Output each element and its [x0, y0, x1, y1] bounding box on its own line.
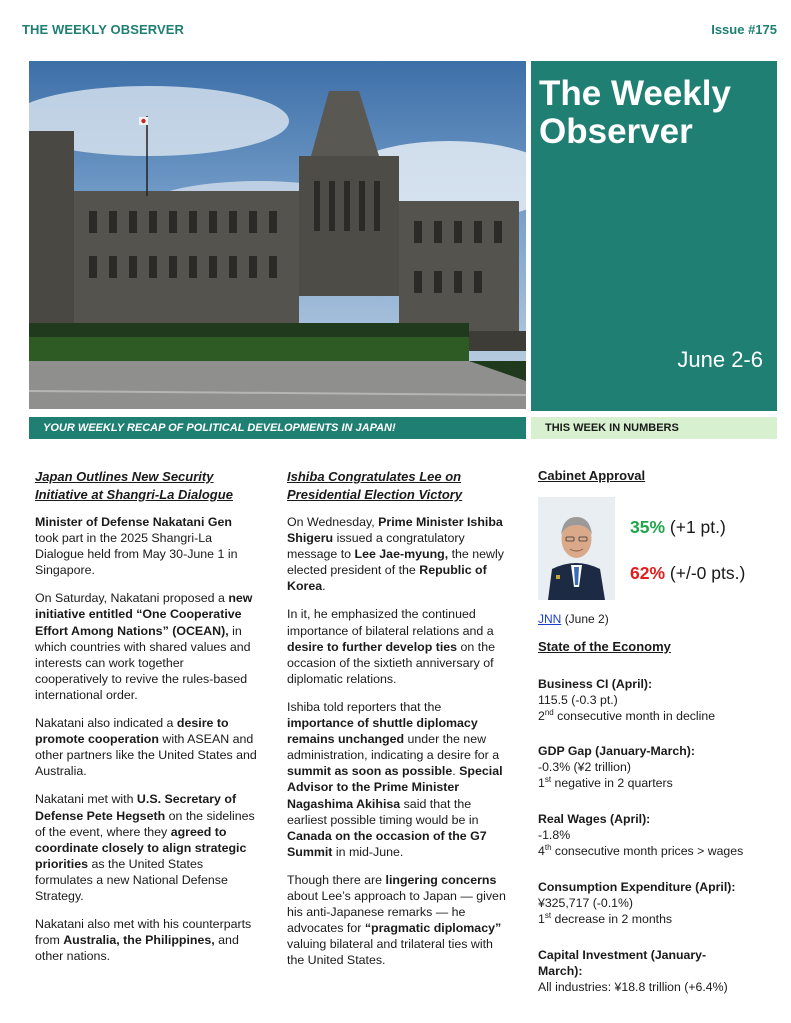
bold-text: U.S. Secretary of Defense Pete Hegseth — [35, 792, 237, 823]
text: about Lee’s approach to Japan — given his anti-Japanese remarks — he advocates for — [287, 888, 506, 936]
paragraph — [35, 514, 257, 578]
paragraph — [35, 715, 257, 779]
paragraph — [35, 916, 257, 964]
disapproval-percent: 62% — [630, 563, 666, 583]
economy-heading: State of the Economy — [538, 639, 671, 654]
indicator-value: ¥325,717 (-0.1%) — [538, 896, 634, 911]
note-text: negative in 2 quarters — [551, 776, 673, 791]
indicator-label: Business CI (April): — [538, 677, 653, 691]
bold-text: lingering concerns — [385, 872, 497, 887]
text: on the sidelines of the event, where they — [35, 808, 255, 839]
indicator-note — [538, 709, 715, 723]
text: as the United States formulates a new National Defense Strategy. — [35, 856, 228, 903]
hero-photo — [29, 61, 526, 409]
poll-source — [538, 612, 609, 626]
indicator-value: 115.5 (-0.3 pt.) — [538, 693, 618, 708]
note-number: 4 — [538, 844, 545, 859]
bold-text: summit as soon as possible — [287, 764, 453, 779]
text: In it, he emphasized the continued importance of bilateral relations and a — [287, 607, 494, 638]
text: Though there are — [287, 872, 386, 887]
indicator-note — [538, 844, 743, 858]
article-ishiba-lee — [287, 468, 509, 980]
paragraph — [35, 590, 257, 703]
paragraph — [287, 699, 509, 860]
tagline-band: YOUR WEEKLY RECAP OF POLITICAL DEVELOPMENTS IN JAPAN! — [29, 417, 526, 439]
bold-text: Minister of Defense Nakatani Gen — [35, 515, 232, 529]
cabinet-approval-heading-wrap — [538, 468, 778, 484]
note-ordinal: st — [544, 775, 552, 785]
note-text: consecutive month in decline — [553, 709, 716, 724]
bold-text: Australia, the Philippines, — [63, 933, 215, 948]
indicator-value: All industries: ¥18.8 trillion (+6.4%) — [538, 980, 728, 995]
indicator-gdp-gap — [538, 743, 778, 792]
prime-minister-portrait — [538, 497, 615, 600]
article-headline: Ishiba Congratulates Lee on Presidential Election Victory — [287, 469, 463, 502]
week-date: June 2-6 — [677, 347, 763, 372]
note-ordinal: nd — [544, 708, 554, 718]
note-text: decrease in 2 months — [551, 912, 673, 927]
indicator-value: -1.8% — [538, 828, 571, 843]
title-line-2: Observer — [539, 112, 693, 151]
text: On Wednesday, — [287, 515, 379, 529]
text: . — [322, 579, 326, 594]
economy-heading-wrap — [538, 639, 778, 655]
text: on the occasion of the sixtieth anniversary of diplomatic relations. — [287, 639, 495, 686]
bold-text: Canada on the occasion of the G7 Summit — [287, 828, 487, 859]
bold-text: new initiative entitled “One Cooperative Effort Among Nations” (OCEAN), — [35, 591, 253, 638]
indicator-label: Real Wages (April): — [538, 812, 651, 826]
title-panel — [531, 61, 777, 411]
indicator-capital-investment — [538, 947, 738, 996]
indicator-label: GDP Gap (January-March): — [538, 744, 695, 758]
text: said that the earliest possible timing would be in — [287, 796, 479, 827]
indicator-real-wages — [538, 811, 778, 860]
title-line-1: The Weekly — [539, 74, 731, 113]
disapproval-change: (+/-0 pts.) — [669, 563, 746, 583]
bold-text: “pragmatic diplomacy” — [364, 921, 502, 936]
poll-source-link[interactable]: JNN — [538, 612, 562, 626]
note-number: 1 — [538, 776, 545, 791]
paragraph — [287, 514, 509, 594]
indicator-consumption — [538, 879, 778, 928]
bold-text: importance of shuttle diplomacy remains unchanged — [287, 716, 478, 747]
text: On Saturday, Nakatani proposed a — [35, 591, 229, 606]
poll-date: (June 2) — [564, 612, 609, 626]
bold-text: Lee Jae-myung, — [354, 547, 449, 562]
text: took part in the 2025 Shangri-La Dialogue held from May 30-June 1 in Singapore. — [35, 531, 238, 578]
text: in mid-June. — [332, 844, 404, 859]
text: Ishiba told reporters that the — [287, 699, 442, 714]
indicator-note — [538, 912, 672, 926]
paragraph — [287, 606, 509, 686]
indicator-value: -0.3% (¥2 trillion) — [538, 760, 631, 775]
indicator-note — [538, 776, 673, 790]
cabinet-approval-heading: Cabinet Approval — [538, 468, 646, 483]
bold-text: Prime Minister Ishiba Shigeru — [287, 515, 503, 546]
note-ordinal: th — [544, 843, 552, 853]
bold-text: desire to promote cooperation — [35, 716, 229, 747]
newsletter-title — [539, 75, 731, 151]
note-number: 1 — [538, 912, 545, 927]
indicator-label: Consumption Expenditure (April): — [538, 880, 736, 894]
disapproval-stat — [630, 563, 745, 584]
paragraph — [287, 872, 509, 969]
text: and other nations. — [35, 933, 239, 964]
text: in which countries with shared values and interests can work together cooperatively to revive the rules-based international order. — [35, 623, 251, 702]
text: Nakatani met with — [35, 792, 137, 807]
bold-text: desire to further develop ties — [287, 639, 458, 654]
note-number: 2 — [538, 709, 545, 724]
approval-percent: 35% — [630, 517, 666, 537]
text: the newly elected president of the — [287, 547, 504, 578]
text: with ASEAN and other partners like the United States and Australia. — [35, 732, 257, 779]
indicator-business-ci — [538, 676, 778, 725]
bold-text: Special Advisor to the Prime Minister Nagashima Akihisa — [287, 764, 503, 811]
approval-change: (+1 pt.) — [669, 517, 726, 537]
text: valuing bilateral and trilateral ties with the United States. — [287, 937, 493, 968]
text: Nakatani also met with his counterparts from — [35, 917, 252, 948]
text: . — [452, 764, 460, 779]
note-ordinal: st — [544, 911, 552, 921]
text: under the new administration, indicating a desire for a — [287, 732, 500, 763]
bold-text: Republic of Korea — [287, 563, 487, 594]
text: issued a congratulatory message to — [287, 531, 465, 562]
note-text: consecutive month prices > wages — [551, 844, 744, 859]
text: Nakatani also indicated a — [35, 716, 177, 731]
article-headline: Japan Outlines New Security Initiative at Shangri-La Dialogue — [35, 469, 233, 502]
paragraph — [35, 791, 257, 904]
article-shangri-la — [35, 468, 257, 976]
masthead-title: THE WEEKLY OBSERVER — [22, 22, 185, 37]
approval-stat — [630, 517, 726, 538]
numbers-band: THIS WEEK IN NUMBERS — [531, 417, 777, 439]
bold-text: agreed to coordinate closely to align strategic priorities — [35, 824, 247, 871]
indicator-label: Capital Investment (January-March): — [538, 948, 707, 979]
issue-number: Issue #175 — [711, 22, 777, 37]
